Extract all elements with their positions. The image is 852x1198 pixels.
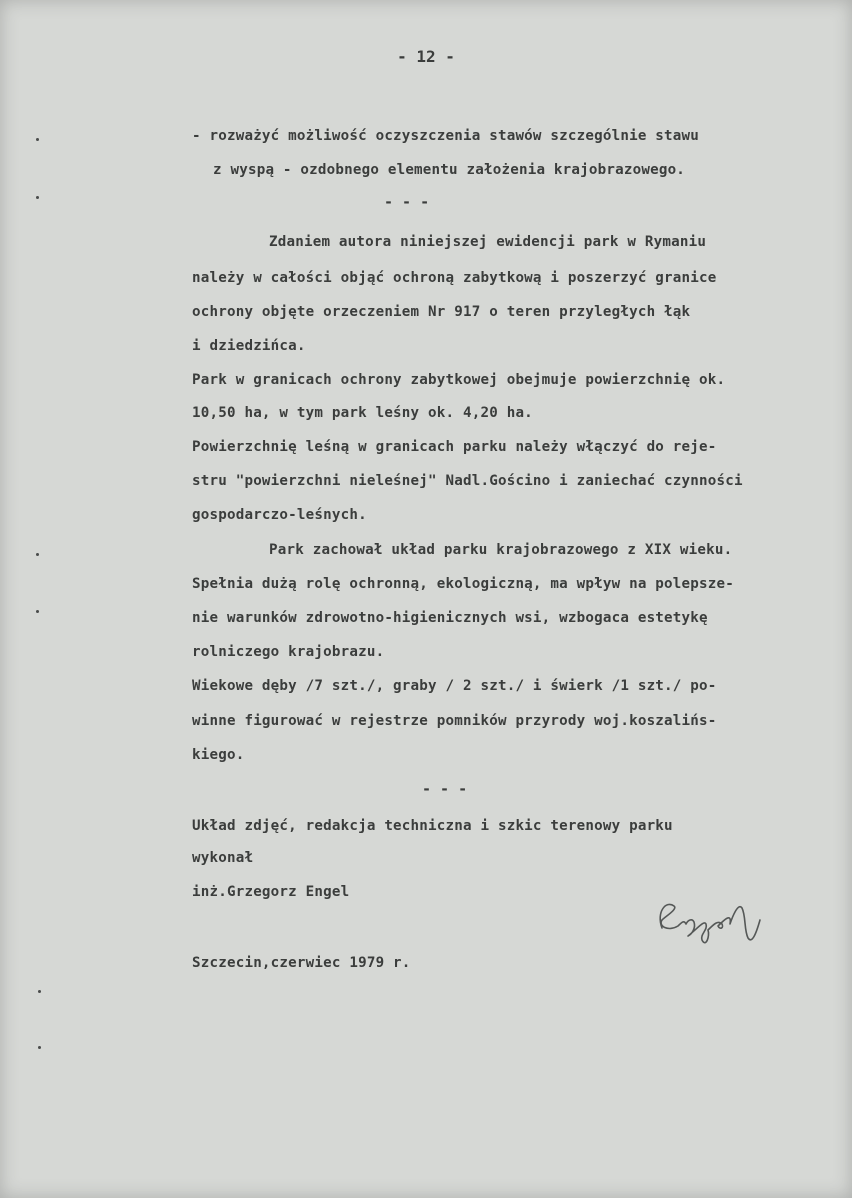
text-line: wykonał	[192, 850, 254, 866]
author-name: inż.Grzegorz Engel	[192, 884, 350, 900]
text-line: kiego.	[192, 747, 245, 763]
binding-hole-mark	[38, 990, 41, 993]
text-line: Układ zdjęć, redakcja techniczna i szkic terenowy parku	[192, 818, 673, 834]
text-line: ochrony objęte orzeczeniem Nr 917 o teren przyległych łąk	[192, 304, 691, 320]
section-separator: - - -	[422, 780, 468, 798]
section-separator: - - -	[384, 193, 430, 211]
binding-hole-mark	[36, 138, 39, 141]
text-line: Spełnia dużą rolę ochronną, ekologiczną, ma wpływ na polepsze-	[192, 576, 734, 592]
text-line: Park zachował układ parku krajobrazowego z XIX wieku.	[269, 542, 733, 558]
page-number: - 12 -	[397, 47, 455, 66]
place-and-date: Szczecin,czerwiec 1979 r.	[192, 955, 411, 971]
text-line: 10,50 ha, w tym park leśny ok. 4,20 ha.	[192, 405, 533, 421]
text-line: winne figurować w rejestrze pomników przyrody woj.koszalińs-	[192, 713, 717, 729]
text-line: rolniczego krajobrazu.	[192, 644, 385, 660]
text-line: i dziedzińca.	[192, 338, 306, 354]
text-line: nie warunków zdrowotno-higienicznych wsi, wzbogaca estetykę	[192, 610, 708, 626]
text-line: z wyspą - ozdobnego elementu założenia krajobrazowego.	[213, 162, 686, 178]
text-line: należy w całości objąć ochroną zabytkową i poszerzyć granice	[192, 270, 717, 286]
text-line: Wiekowe dęby /7 szt./, graby / 2 szt./ i świerk /1 szt./ po-	[192, 678, 717, 694]
binding-hole-mark	[38, 1046, 41, 1049]
text-line: Powierzchnię leśną w granicach parku należy włączyć do reje-	[192, 439, 717, 455]
handwritten-signature	[648, 890, 768, 950]
text-line: Park w granicach ochrony zabytkowej obejmuje powierzchnię ok.	[192, 372, 726, 388]
binding-hole-mark	[36, 610, 39, 613]
text-line: gospodarczo-leśnych.	[192, 507, 367, 523]
text-line: stru "powierzchni nieleśnej" Nadl.Gościno i zaniechać czynności	[192, 473, 743, 489]
text-line: Zdaniem autora niniejszej ewidencji park w Rymaniu	[269, 234, 707, 250]
binding-hole-mark	[36, 196, 39, 199]
binding-hole-mark	[36, 553, 39, 556]
text-line: - rozważyć możliwość oczyszczenia stawów szczególnie stawu	[192, 128, 700, 144]
